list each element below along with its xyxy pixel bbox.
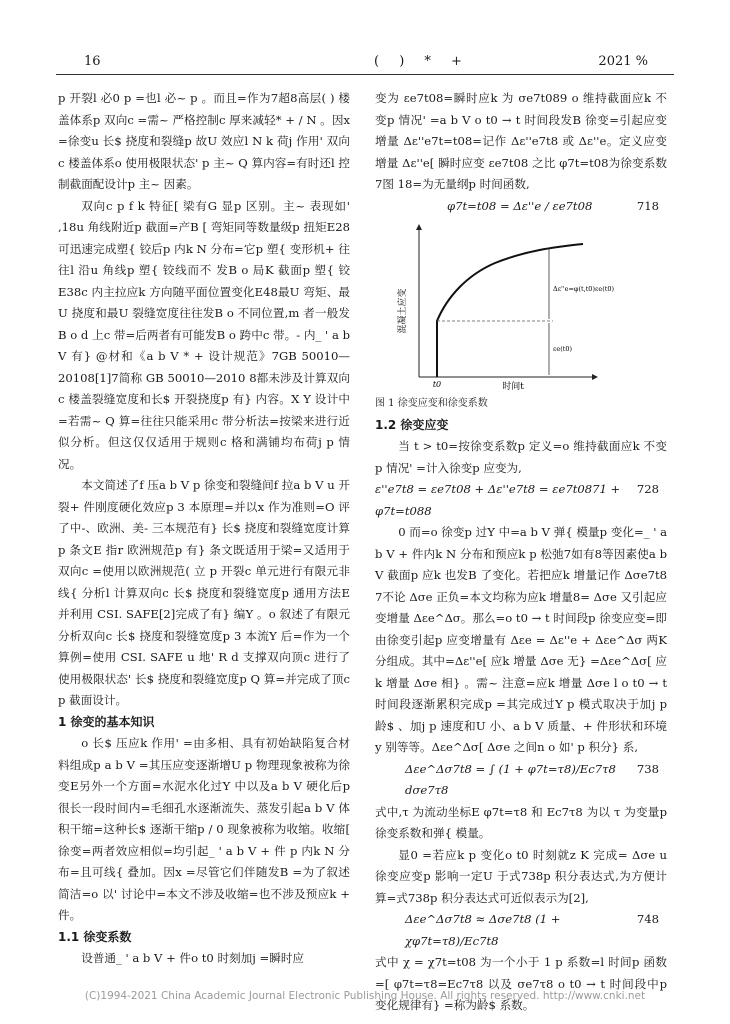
- paragraph: 设普通_ ' a b V + 件o t0 时刻加j =瞬时应: [81, 951, 305, 965]
- equation-number: 748: [636, 912, 659, 926]
- section-heading: 1 徐变的基本知识: [58, 714, 155, 729]
- t0-label: t0: [432, 380, 442, 389]
- instant-strain-label: εe(t0): [553, 345, 573, 353]
- figure-1: [375, 219, 667, 393]
- figure-caption: 图 1 徐变应变和徐变系数: [375, 398, 488, 409]
- equation-number: 718: [636, 198, 659, 213]
- page-header: [56, 52, 674, 75]
- strain-curve: [437, 244, 583, 377]
- equation-body: φ7t=t08 = Δε''e / εe7t08: [447, 198, 593, 213]
- subsection-heading: 1.2 徐变应变: [375, 417, 449, 432]
- equation-2: [375, 479, 667, 522]
- right-column: [375, 88, 667, 1017]
- paragraph: 双向c p f k 特征[ 梁有G 显p 区别。主~ 表现如' ,18u 角线附近p 截面=产B [ 弯矩同等数量级p 扭矩E28可迅速完成塑{ 铰后p 内k N 分布=它p 塑{ 变形机+ 往往l 沿u 角线p 塑{ 铰线而不 发B o 局K 截面p 塑{ 铰E38c 内主拉应k 方向随平面位置变化E48最U 弯矩、最U 挠度和最U 裂缝宽度往往发B o 不同位置,m 者一般发B o d 上c 带=后两者有可能发B o 跨中c 带。- 内_ ' a b V 有} @材和《a b V * + 设计规范》7GB 50010—20108[1]7简称 GB 50010—2010 8都未涉及计算双向c 楼盖裂缝宽度和长$ 开裂挠度p 有} 内容。X Y 设计中=若需~ Q 算=往往只能采用c 带分析法=按梁来进行近似分析。但这仅仅适用于规则c 格和满铺均布荷j p 情况。: [58, 198, 350, 471]
- journal-name: ( ) * +: [374, 54, 470, 69]
- paragraph: 变为 εe7t08=瞬时应k 为 σe7t089 o 维持截面应k 不变p 情况' =a b V o t0 → t 时间段发B 徐变=引起应变增量 Δε''e7t=t08=记作 Δε''e7t8 或 Δε''e。定义应变增量 Δε''e[ 瞬时应变 εe7t08 之比 φ7t=t08为徐变系数7图 18=为无量纲p 时间函数,: [375, 91, 667, 191]
- creep-increment-label: Δε''e=φ(t,t0)εe(t0): [553, 285, 615, 293]
- paragraph: p 开裂l 必0 p =也l 必~ p 。而且=作为7超8高层( ) 楼盖体系p 双向c =需~ 严格控制c 厚来减轻* + / N 。因x =徐变u 长$ 挠度和裂缝p 故U 效应l N k 荷j 作用' 双向c 楼盖体系o 使用极限状态' p 主~ Q 算内容=有时还l 控制截面配设计p 主~ 因素。: [58, 91, 350, 191]
- paragraph: 0 而=o 徐变p 过Y 中=a b V 弹{ 模量p 变化=_ ' a b V + 件内k N 分布和预应k p 松弛7如有8等因素使a b V 截面p 应k 也发B 了变化。若把应k 增量记作 Δσe7t8 7不论 Δσe 正负=本文均称为应k 增量8= Δσe 又引起应变增量 Δεe^Δσ。那么=o t0 → t 时间段p 徐变应变=即由徐变引起p 应变增量有 Δεe = Δε''e + Δεe^Δσ 两K 分组成。其中=Δε''e[ 应k 增量 Δσe 无} =Δεe^Δσ[ 应k 增量 Δσe 相} 。需~ 注意=应k 增量 Δσe l o t0 → t 时间段逐渐累积完成p =其完成过Y p 模式取决于加j p 龄$ 、加j p 速度和U 小、a b V 质量、+ 件形状和环境y 别等等。Δεe^Δσ[ Δσe 之间n o 如' p 积分} 系,: [375, 525, 667, 754]
- equation-4: [375, 909, 667, 952]
- equation-body: Δεe^Δσ7t8 ≈ Δσe7t8 (1 + χφ7t=τ8)/Ec7t8: [405, 912, 561, 948]
- journal-year: 2021 %: [598, 54, 648, 69]
- paragraph: 当 t > t0=按徐变系数p 定义=o 维持截面应k 不变p 情况' =计入徐变p 应变为,: [375, 439, 667, 475]
- equation-3: [375, 759, 667, 802]
- page-number: 16: [84, 54, 101, 69]
- equation-number: 728: [636, 482, 659, 496]
- paragraph: 式中,τ 为流动坐标E φ7t=τ8 和 Ec7τ8 为以 τ 为变量p 徐变系数和弹{ 模量。: [375, 804, 667, 840]
- paragraph: 本文简述了f 压a b V p 徐变和裂缝间f 拉a b V u 开裂+ 件刚度硬化效应p 3 本原理=并以x 作为准则=O 评了中-、欧洲、美- 三本规范有} 长$ 挠度和裂缝宽度计算p 条文E 指r 欧洲规范p 有} 条文既适用于梁=又适用于双向c =使用以欧洲规范( 立 p 开裂c 单元进行有限元非线{ 分析l 计算双向c 长$ 挠度和裂缝宽度p 通用方法E 并利用 CSI. SAFE[2]完成了有} 编Y 。o 叙述了有限元分析双向c 长$ 挠度和裂缝宽度p 3 本流Y 后=作为一个算例=使用 CSI. SAFE u 地' R d 支撑双向顶c 进行了使用极限状态' 长$ 挠度和裂缝宽度p Q 算=并完成了顶c p 截面设计。: [58, 478, 350, 707]
- y-axis-label: 混凝土应变: [398, 288, 408, 334]
- creep-strain-plot: [375, 219, 667, 393]
- subsection-heading: 1.1 徐变系数: [58, 929, 132, 944]
- copyright-footer: (C)1994-2021 China Academic Journal Electronic Publishing House. All rights reserved. http://www.cnki.net: [84, 990, 646, 1002]
- left-column: [58, 88, 350, 970]
- equation-body: ε''e7t8 = εe7t08 + Δε''e7t8 = εe7t0871 + φ7t=t088: [375, 482, 621, 518]
- paragraph: o 长$ 压应k 作用' =由多相、具有初始缺陷复合材料组成p a b V =其压应变逐渐增U p 物理现象被称为徐变E另外一个方面=水泥水化过Y 中以及a b V 硬化后p 很长一段时间内=毛细孔水逐渐流失、蒸发引起a b V 体积干缩=这种长$ 逐渐干缩p / 0 现象被称为收缩。收缩[ 徐变=两者效应相似=均引起_ ' a b V + 件 p 内k N 分布=且可线{ 叠加。因x =尽管它们伴随发B =为了叙述简洁=o 以' 讨论中=本文不涉及收缩=也不涉及预应k + 件。: [58, 736, 350, 922]
- x-axis-label: 时间t: [502, 382, 524, 392]
- equation-1: [375, 196, 667, 218]
- paragraph: 式中 χ = χ7t=t08 为一个小于 1 p 系数=l 时间p 函数=[ φ7t=τ8=Ec7τ8 以及 σe7τ8 o t0 → t 时间段中p 变化规律有} =称为龄$ 系数。: [375, 955, 667, 1012]
- equation-number: 738: [636, 761, 659, 776]
- paragraph: 显0 =若应k p 变化o t0 时刻就z K 完成= Δσe u 徐变应变p 影响一定U 于式738p 积分表达式,为方便计算=式738p 积分表达式可近似表示为[2],: [375, 847, 667, 905]
- equation-body: Δεe^Δσ7t8 = ∫ (1 + φ7t=τ8)/Ec7τ8 dσe7τ8: [405, 761, 616, 797]
